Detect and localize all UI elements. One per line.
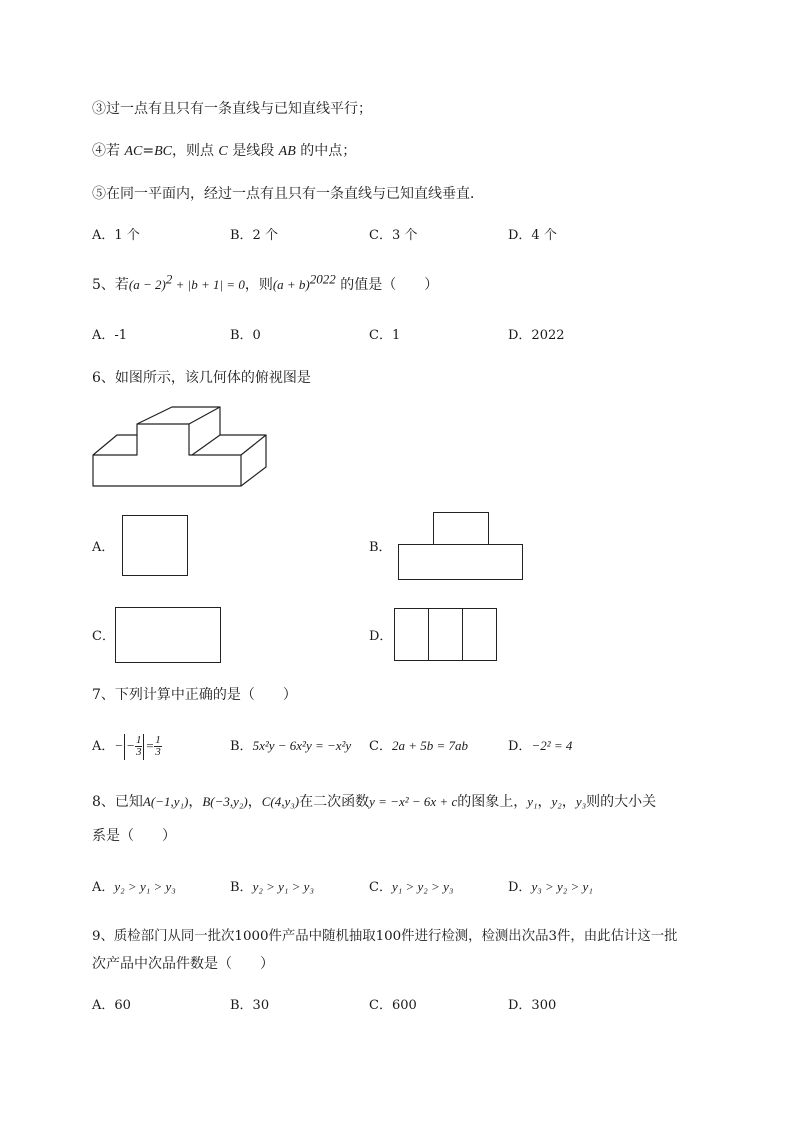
q6-option-c-label[interactable]: C．: [92, 629, 115, 644]
q6-option-a-label[interactable]: A．: [92, 540, 115, 555]
q7-option-b[interactable]: B．5x²y − 6x²y = −x²y: [230, 738, 352, 754]
q6-option-d-divider-1: [428, 608, 429, 661]
q6-option-d-divider-2: [462, 608, 463, 661]
q6-option-d-rect[interactable]: [394, 608, 497, 661]
q9-option-a[interactable]: A．60: [92, 998, 131, 1013]
figure-left-top: [93, 435, 137, 455]
q4-option-b[interactable]: B．2 个: [230, 228, 278, 243]
statement-5: ⑤在同一平面内，经过一点有且只有一条直线与已知直线垂直．: [92, 186, 484, 202]
q8-option-b[interactable]: B．y₂ > y₁ > y₃: [230, 879, 314, 895]
fraction-one-third-result: $\frac{1}{3}$: [155, 734, 161, 758]
q4-option-c[interactable]: C．3 个: [369, 228, 418, 243]
q8-stem-line2: 系是（ ）: [92, 828, 176, 844]
fraction-one-third: $\frac{1}{3}$: [135, 734, 142, 758]
q9-option-d[interactable]: D．300: [508, 998, 557, 1013]
q6-option-b-bottom-rect[interactable]: [398, 544, 523, 580]
q9-stem-line2: 次产品中次品件数是（ ）: [92, 956, 274, 972]
q5-option-b[interactable]: B．0: [230, 328, 261, 343]
figure-right-top: [220, 435, 266, 455]
figure-right-side: [241, 435, 266, 486]
q8-option-a[interactable]: A．y₂ > y₁ > y₃: [92, 879, 176, 895]
q7-option-d[interactable]: D．−2² = 4: [508, 738, 573, 754]
statement-4: ④若 AC=BC，则点 C 是线段 AB 的中点；: [92, 143, 357, 159]
statement-3: ③过一点有且只有一条直线与已知直线平行；: [92, 101, 372, 117]
q5-option-d[interactable]: D．2022: [508, 328, 565, 343]
solid-figure: [90, 400, 270, 492]
q9-option-c[interactable]: C．600: [369, 998, 417, 1013]
q5-option-a[interactable]: A．-1: [92, 328, 128, 343]
q5-option-c[interactable]: C．1: [369, 328, 401, 343]
figure-middle-top: [137, 407, 220, 424]
q8-option-d[interactable]: D．y₃ > y₂ > y₁: [508, 879, 593, 895]
q7-option-c[interactable]: C．2a + 5b = 7ab: [369, 738, 468, 754]
q8-stem-line1: 8、已知A(−1,y₁)，B(−3,y₂)，C(4,y₃)在二次函数y = −x² − 6x + c的图象上，y₁，y₂，y₃则的大小关: [92, 794, 657, 810]
q9-option-b[interactable]: B．30: [230, 998, 270, 1013]
q6-option-b-top-rect[interactable]: [433, 512, 489, 545]
q4-option-a[interactable]: A．1 个: [92, 228, 140, 243]
q6-option-a-square[interactable]: [122, 515, 188, 576]
q4-option-d[interactable]: D．4 个: [508, 228, 557, 243]
figure-front-face: [93, 424, 241, 486]
q6-option-d-label[interactable]: D．: [369, 629, 393, 644]
q6-option-c-rect[interactable]: [115, 607, 221, 663]
q7-stem: 7、下列计算中正确的是（ ）: [92, 687, 297, 703]
q6-option-b-label[interactable]: B．: [369, 540, 392, 555]
q9-stem-line1: 9、质检部门从同一批次1000件产品中随机抽取100件进行检测，检测出次品3件，由此估计这一批: [92, 929, 678, 944]
q7-option-a[interactable]: A．− − $\frac{1}{3}$ = $\frac{1}{3}$: [92, 734, 161, 758]
q8-option-c[interactable]: C．y₁ > y₂ > y₃: [369, 879, 454, 895]
q6-stem: 6、如图所示，该几何体的俯视图是: [92, 370, 311, 386]
q5-stem: 5、若$(a - 2)^2 + |b + 1| = 0$，则$(a + b)^{2022}$ 的值是（ ）: [92, 271, 439, 293]
